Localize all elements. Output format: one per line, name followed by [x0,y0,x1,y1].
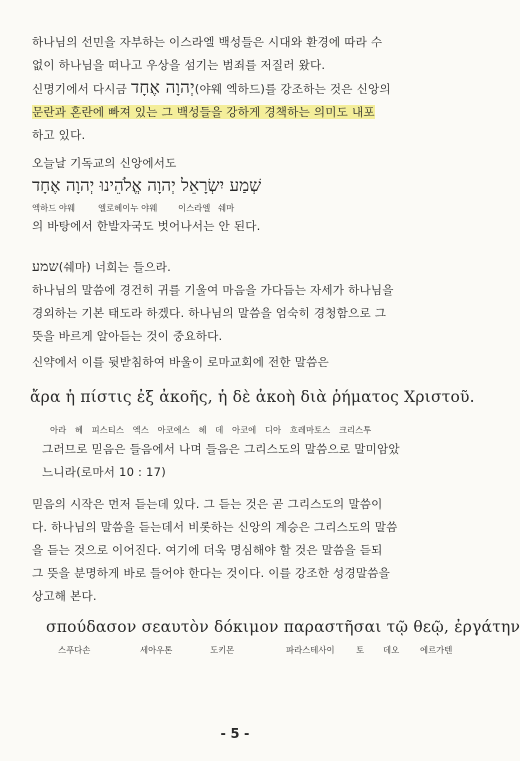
shema-hebrew: שְׁמַע יִשְׂרָאֵל יְהוָה אֱלֹהֵינוּ יְהוָה אֶחָד [32,176,262,196]
paragraph-4-line-4: 뜻을 바르게 알아듣는 것이 중요하다. [32,329,223,343]
paragraph-5: 신약에서 이를 뒷받침하여 바울이 로마교회에 전한 말씀은 [32,355,329,369]
timothy-translit-7: 에르가텐 [420,645,453,655]
paragraph-3-intro: 오늘날 기독교의 신앙에서도 [32,156,177,170]
paragraph-6-line-5: 상고해 본다. [32,589,97,603]
shema-hebrew-line [32,175,444,196]
paragraph-6-line-1: 믿음의 시작은 먼저 듣는데 있다. 그 듣는 것은 곧 그리스도의 말씀이 [32,497,383,511]
greek-verse-romans: ἄρα ἡ πίστις ἐξ ἀκοῆς, ἡ δὲ ἀκοὴ διὰ ῥήματος Χριστοῦ. [30,388,475,406]
timothy-translit-3: 도키몬 [210,645,235,655]
paragraph-6 [32,493,444,608]
paragraph-6-line-3: 을 듣는 것으로 이어진다. 여기에 더욱 명심해야 할 것은 말씀을 듣되 [32,543,383,557]
timothy-translit-2: 세아우톤 [140,645,173,655]
shema-translit-2: 엘로헤이누 야웨 [98,203,158,213]
paragraph-2-line-2 [32,101,444,124]
paragraph-4-line-1 [32,256,444,279]
paragraph-2-line-3: 하고 있다. [32,128,86,142]
paragraph-4-line-2: 하나님의 말씀에 경건히 귀를 기울여 마음을 가다듬는 자세가 하나님을 [32,283,394,297]
paragraph-2 [32,77,444,147]
paragraph-3-line-3: 의 바탕에서 한발자국도 벗어나서는 안 된다. [32,219,261,233]
shema-translit-4: 쉐마 [218,203,235,213]
paragraph-2-line-1-post: (야웨 엑하드)를 강조하는 것은 신앙의 [194,82,391,96]
paragraph-1 [32,31,444,77]
paragraph-6-line-4: 그 뜻을 분명하게 바로 들어야 한다는 것이다. 이를 강조한 성경말씀을 [32,566,391,580]
greek-verse-timothy: σπούδασον σεαυτὸν δόκιμον παραστῆσαι τῷ θεῷ, ἐργάτην [46,618,520,636]
page-number: - 5 - [220,727,250,742]
hebrew-shema-word: שמע [32,259,59,275]
paragraph-4-line-3: 경외하는 기본 태도라 하겠다. 하나님의 말씀을 엄숙히 경청함으로 그 [32,306,387,320]
hebrew-yhwh-echad: יְהוָה אֶחָד [130,78,195,98]
highlighted-text: 문란과 혼란에 빠져 있는 그 백성들을 강하게 경책하는 의미도 내포 [32,105,375,119]
timothy-translit-5: 토 [356,645,365,655]
timothy-translit-1: 스푸다손 [58,645,91,655]
romans-translation [42,438,444,484]
paragraph-2-line-1-pre: 신명기에서 다시금 [32,82,131,96]
shema-translit-1: 엑하드 야웨 [32,203,76,213]
paragraph-1-line-1: 하나님의 선민을 자부하는 이스라엘 백성들은 시대와 환경에 따라 수 [32,35,383,49]
paragraph-2-line-1 [32,77,444,101]
timothy-translit-6: 데오 [383,645,400,655]
greek-verse-romans-translit: 아라 헤 피스티스 엑스 아코에스 헤 데 아코에 디아 흐레마토스 크리스투 [50,425,372,435]
romans-translation-line-1: 그러므로 믿음은 들음에서 나며 들음은 그리스도의 말씀으로 말미암았 [42,442,400,456]
paragraph-1-line-2: 없이 하나님을 떠나고 우상을 섬기는 범죄를 저질러 왔다. [32,58,326,72]
paragraph-4-line-1-post: (쉐마) 너희는 들으라. [58,260,172,274]
paragraph-4 [32,256,444,348]
timothy-translit-4: 파라스테사이 [286,645,335,655]
paragraph-6-line-2: 다. 하나님의 말씀을 듣는데서 비롯하는 신앙의 계승은 그리스도의 말씀 [32,520,398,534]
shema-translit-3: 이스라엘 [178,203,211,213]
romans-translation-line-2: 느니라(로마서 10 : 17) [42,465,166,479]
